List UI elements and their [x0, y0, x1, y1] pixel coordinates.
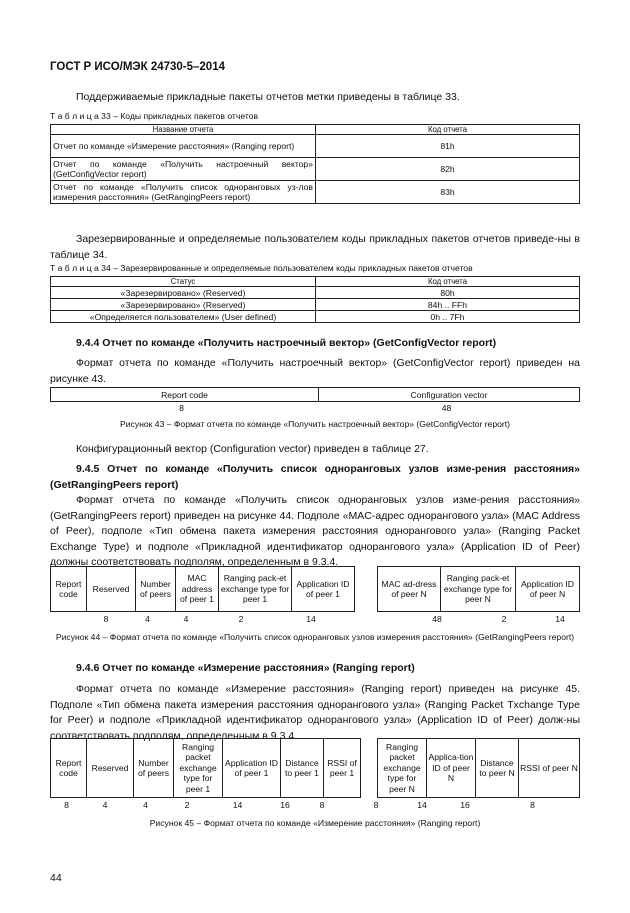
section-946-heading: 9.4.6 Отчет по команде «Измерение расстояния» (Ranging report)	[76, 662, 415, 674]
figure45-field: Distance to peer 1	[281, 739, 324, 798]
figure44-field: MAC address of peer 1	[176, 567, 219, 612]
table-row	[51, 299, 580, 311]
figure43-sizes	[50, 403, 580, 415]
figure45-field: Application ID of peer 1	[223, 739, 281, 798]
figure44-field: Reserved	[87, 567, 136, 612]
field-size: 8	[319, 800, 325, 810]
figure43-field: Configuration vector	[319, 388, 580, 402]
table34-cell-status: «Зарезервировано» (Reserved)	[51, 299, 316, 311]
figure44-caption: Рисунок 44 – Формат отчета по команде «Получить список одноранговых узлов измерения расстояния» (GetRangingPeers report)	[55, 632, 575, 642]
table33	[50, 124, 580, 204]
field-size: 48	[441, 403, 452, 413]
figure44-table	[50, 566, 580, 612]
page-header: ГОСТ Р ИСО/МЭК 24730-5–2014	[50, 61, 225, 73]
table33-header-name: Название отчета	[51, 125, 316, 135]
field-size: 14	[417, 800, 427, 810]
field-size: 16	[280, 800, 290, 810]
figure45-field: RSSI of peer N	[519, 739, 580, 798]
section-944-text: Формат отчета по команде «Получить настроечный вектор» (GetConfigVector report) приведен на рисунке 43.	[50, 357, 580, 385]
table-row	[51, 158, 580, 181]
table-row	[51, 135, 580, 158]
table34-header-status: Статус	[51, 277, 316, 287]
figure44-field: Ranging pack-et exchange type for peer N	[441, 567, 516, 612]
paragraph-table34-intro: Зарезервированные и определяемые пользователем коды прикладных пакетов отчетов приведе-ны в таблице 34.	[50, 233, 580, 261]
field-size: 4	[143, 800, 148, 810]
figure45-field: Ranging packet exchange type for peer 1	[174, 739, 223, 798]
table34-header-code: Код отчета	[316, 277, 580, 287]
figure44-field: Application ID of peer 1	[292, 567, 355, 612]
table33-cell-code: 82h	[316, 158, 580, 181]
figure45-field: Ranging packet exchange type for peer N	[378, 739, 427, 798]
figure44-field: Ranging pack-et exchange type for peer 1	[219, 567, 292, 612]
table34-cell-code: 0h .. 7Fh	[316, 311, 580, 323]
section-945-text: Формат отчета по команде «Получить список одноранговых узлов изме-рения расстояния» (GetRangingPeers report) приведен на рисунке 44. Подполе «MAC-адрес однорангового узла» (MAC Address of Peer), подполе «Тип обмена пакета измерения расстояния однорангового узла» (Ranging Packet Exchange Type) и подполе «Прикладной идентификатор однорангового узла» (Application ID of Peer) должны соответствовать подполям, определенным в 9.3.4.	[50, 494, 580, 568]
table-row	[51, 287, 580, 299]
figure45-field: Distance to peer N	[476, 739, 519, 798]
figure45-field: Report code	[51, 739, 87, 798]
table-row	[51, 311, 580, 323]
field-size: 8	[530, 800, 535, 810]
figure45-field: Number of peers	[134, 739, 174, 798]
field-size: 8	[373, 800, 379, 810]
page-number: 44	[50, 872, 62, 884]
figure44-sizes	[50, 614, 580, 626]
table34-cell-status: «Определяется пользователем» (User defined)	[51, 311, 316, 323]
table33-caption: Т а б л и ц а 33 – Коды прикладных пакетов отчетов	[50, 111, 259, 121]
table34-cell-code: 80h	[316, 287, 580, 299]
paragraph-table33-intro: Поддерживаемые прикладные пакеты отчетов метки приведены в таблице 33.	[76, 91, 460, 103]
field-size: 2	[238, 614, 244, 624]
section-945-heading: 9.4.5 Отчет по команде «Получить список одноранговых узлов изме-рения расстояния» (GetRangingPeers report)	[50, 463, 580, 491]
table34-cell-code: 84h .. FFh	[316, 299, 580, 311]
field-size: 8	[179, 403, 184, 413]
section-944-heading: 9.4.4 Отчет по команде «Получить настроечный вектор» (GetConfigVector report)	[76, 337, 497, 349]
table33-cell-code: 81h	[316, 135, 580, 158]
table34-caption: Т а б л и ц а 34 – Зарезервированные и определяемые пользователем коды прикладных пакетов отчетов	[50, 263, 473, 273]
figure45-table	[50, 738, 580, 798]
table33-cell-name: Отчет по команде «Получить список одноранговых уз-лов измерения расстояния» (GetRangingPeers report)	[51, 181, 316, 204]
figure43-caption: Рисунок 43 – Формат отчета по команде «Получить настроечный вектор» (GetConfigVector report)	[119, 419, 511, 429]
field-size: 8	[64, 800, 69, 810]
field-size: 4	[145, 614, 150, 624]
figure43-field: Report code	[51, 388, 319, 402]
figure45-field: RSSI of peer 1	[324, 739, 361, 798]
table33-cell-code: 83h	[316, 181, 580, 204]
figure44-ellipsis-gap	[355, 567, 378, 612]
field-size: 2	[501, 614, 507, 624]
figure44-field: Application ID of peer N	[516, 567, 580, 612]
field-size: 16	[460, 800, 470, 810]
field-size: 4	[102, 800, 108, 810]
figure45-field: Reserved	[87, 739, 134, 798]
table-row	[51, 181, 580, 204]
section-946-text: Формат отчета по команде «Измерение расстояния» (Ranging report) приведен на рисунке 45. Подполе «Тип обмена пакета измерения расстояния однорангового узла» (Ranging Packet Txchange Type for Peer) и подполе «Прикладной идентификатор однорангового узла» (Application ID of Peer) долж-ны соответствовать подполям, определенным в 9.3.4.	[50, 683, 580, 742]
table33-header-code: Код отчета	[316, 125, 580, 135]
field-size: 4	[183, 614, 189, 624]
figure45-sizes	[50, 800, 580, 812]
figure44-field: Number of peers	[136, 567, 176, 612]
field-size: 48	[432, 614, 442, 624]
field-size: 2	[184, 800, 190, 810]
table34-cell-status: «Зарезервировано» (Reserved)	[51, 287, 316, 299]
field-size: 14	[306, 614, 316, 624]
figure45-caption: Рисунок 45 – Формат отчета по команде «Измерение расстояния» (Ranging report)	[149, 818, 481, 828]
figure45-ellipsis-gap	[361, 739, 378, 798]
figure45-field: Applica-tion ID of peer N	[427, 739, 476, 798]
table33-cell-name: Отчет по команде «Измерение расстояния» (Ranging report)	[51, 135, 316, 158]
field-size: 14	[555, 614, 565, 624]
field-size: 14	[232, 800, 243, 810]
figure44-field: MAC ad-dress of peer N	[378, 567, 441, 612]
field-size: 8	[103, 614, 109, 624]
table34	[50, 276, 580, 323]
figure44-field: Report code	[51, 567, 87, 612]
figure43-table	[50, 387, 580, 402]
table33-cell-name: Отчет по команде «Получить настроечный вектор» (GetConfigVector report)	[51, 158, 316, 181]
paragraph-config-vector: Конфигурационный вектор (Configuration vector) приведен в таблице 27.	[76, 443, 429, 455]
